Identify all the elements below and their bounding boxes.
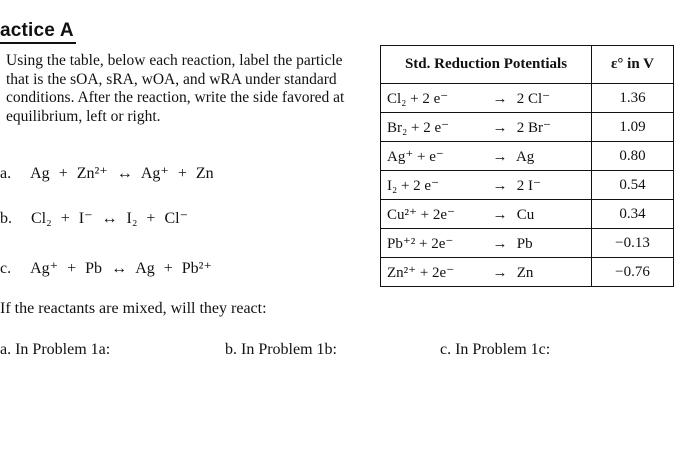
table-row <box>381 142 674 171</box>
column-header-reaction: Std. Reduction Potentials <box>381 46 592 84</box>
instructions-text: Using the table, below each reaction, label the particle that is the sOA, sRA, wOA, and wRA under standard conditions. After the reaction, write the side favored at equilibrium, left or right. <box>6 52 345 125</box>
table-row <box>381 113 674 142</box>
reactant: I₂ + 2 e⁻ <box>387 177 440 194</box>
problem-c <box>0 258 217 278</box>
equilibrium-arrow: ↔ <box>111 260 128 277</box>
reactant: Br₂ + 2 e⁻ <box>387 119 450 136</box>
arrow-icon: → <box>492 119 508 136</box>
term: Cl⁻ <box>164 210 189 227</box>
plus: + <box>163 260 173 277</box>
answer-1c: c. In Problem 1c: <box>440 341 551 358</box>
arrow-icon: → <box>492 177 508 194</box>
potential-value: 1.09 <box>592 113 674 142</box>
reduction-potentials-table <box>380 45 674 287</box>
arrow-icon: → <box>492 148 508 165</box>
problem-b <box>0 208 193 228</box>
plus: + <box>60 210 70 227</box>
table-row <box>381 171 674 200</box>
reactant: Ag⁺ + e⁻ <box>387 148 444 165</box>
term: Pb <box>85 260 103 277</box>
plus: + <box>67 260 77 277</box>
term: I₂ <box>126 210 138 227</box>
plus: + <box>177 165 187 182</box>
product: Zn <box>516 264 534 281</box>
reactant: Cu²⁺ + 2e⁻ <box>387 206 455 223</box>
term: Ag <box>30 165 50 182</box>
half-reaction <box>381 84 592 113</box>
problem-letter: b. <box>0 210 12 227</box>
potential-value: −0.76 <box>592 258 674 287</box>
table-row <box>381 84 674 113</box>
arrow-icon: → <box>492 264 508 281</box>
plus: + <box>146 210 156 227</box>
plus: + <box>58 165 68 182</box>
potential-value: 1.36 <box>592 84 674 113</box>
reactant: Cl₂ + 2 e⁻ <box>387 90 449 107</box>
term: Ag <box>135 260 155 277</box>
reactant: Pb⁺² + 2e⁻ <box>387 235 454 252</box>
problem-a <box>0 163 219 183</box>
page-title: actice A <box>0 20 76 44</box>
potential-value: 0.34 <box>592 200 674 229</box>
equilibrium-arrow: ↔ <box>116 165 133 182</box>
potential-value: 0.54 <box>592 171 674 200</box>
product: 2 I⁻ <box>516 177 541 194</box>
arrow-icon: → <box>492 90 508 107</box>
half-reaction <box>381 142 592 171</box>
arrow-icon: → <box>492 206 508 223</box>
table-row <box>381 200 674 229</box>
half-reaction <box>381 171 592 200</box>
column-header-potential: ε° in V <box>592 46 674 84</box>
table-header-row <box>381 46 674 84</box>
arrow-icon: → <box>492 235 508 252</box>
problem-letter: c. <box>0 260 12 277</box>
term: Zn²⁺ <box>76 165 108 182</box>
term: Pb²⁺ <box>181 260 212 277</box>
term: Ag⁺ <box>30 260 59 277</box>
table-row <box>381 229 674 258</box>
potential-value: 0.80 <box>592 142 674 171</box>
equilibrium-arrow: ↔ <box>101 210 118 227</box>
product: 2 Cl⁻ <box>516 90 551 107</box>
half-reaction <box>381 200 592 229</box>
answer-1a: a. In Problem 1a: <box>0 341 111 358</box>
term: Ag⁺ <box>140 165 169 182</box>
product: 2 Br⁻ <box>516 119 551 136</box>
product: Ag <box>515 148 535 165</box>
term: I⁻ <box>78 210 93 227</box>
term: Zn <box>195 165 214 182</box>
answer-1b: b. In Problem 1b: <box>225 341 337 358</box>
question-text: If the reactants are mixed, will they react: <box>0 300 267 317</box>
product: Pb <box>516 235 533 252</box>
half-reaction <box>381 229 592 258</box>
potential-value: −0.13 <box>592 229 674 258</box>
table-row <box>381 258 674 287</box>
term: Cl₂ <box>31 210 52 227</box>
problem-letter: a. <box>0 165 12 182</box>
reactant: Zn²⁺ + 2e⁻ <box>387 264 455 281</box>
half-reaction <box>381 258 592 287</box>
product: Cu <box>516 206 535 223</box>
half-reaction <box>381 113 592 142</box>
